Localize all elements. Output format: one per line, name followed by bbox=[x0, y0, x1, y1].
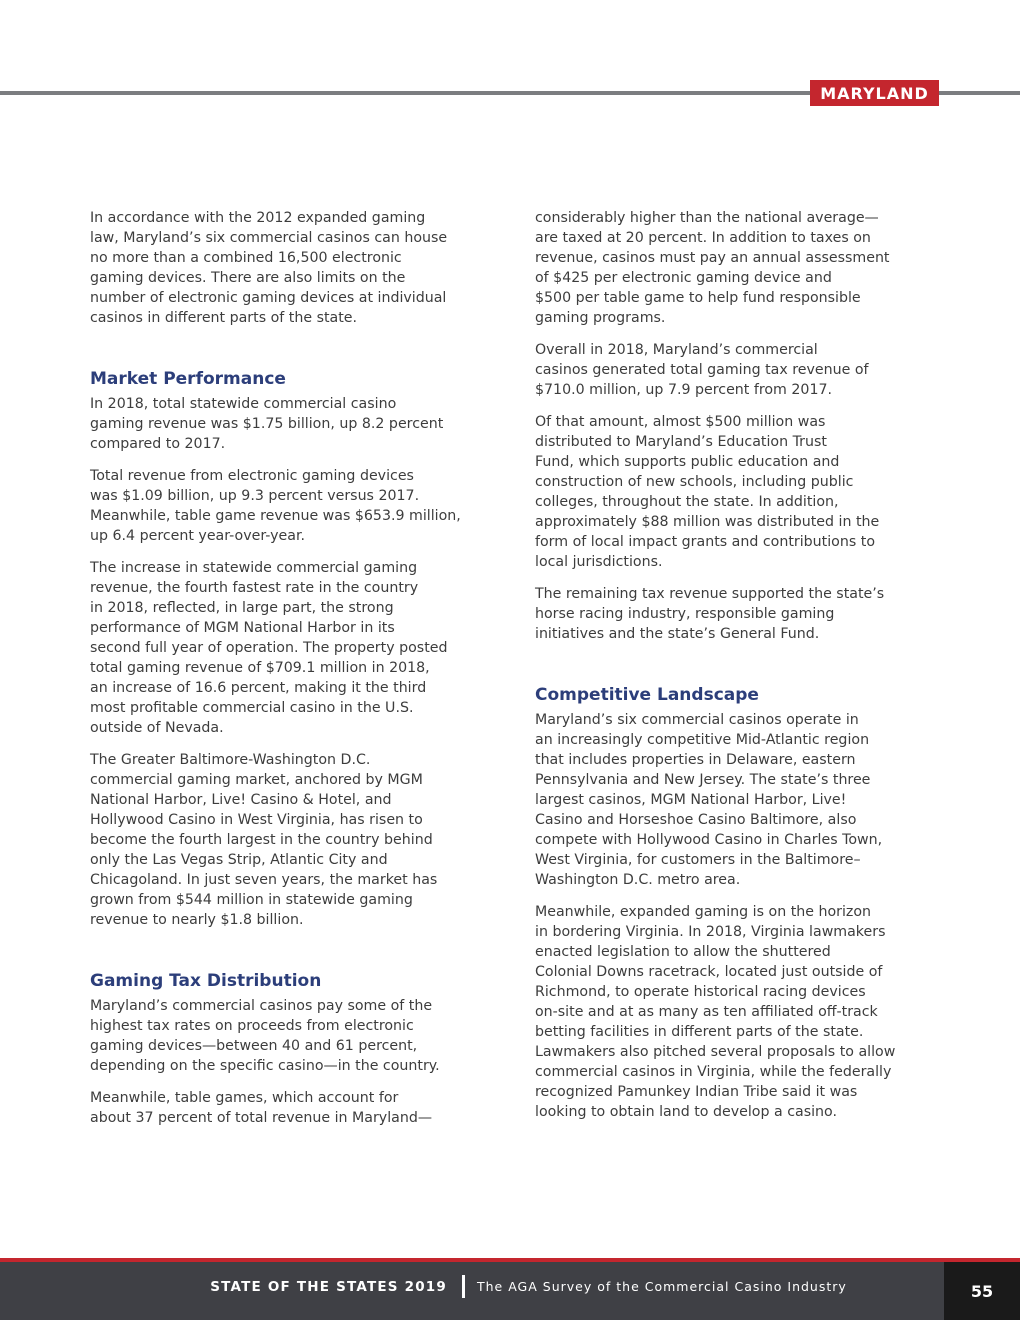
right-column bbox=[535, 208, 930, 1134]
market-performance-heading: Market Performance bbox=[90, 369, 286, 389]
market-paragraph-3: The increase in statewide commercial gaming revenue, the fourth fastest rate in the country in 2018, reflected, in large part, the strong performance of MGM National Harbor in its second full year of operation. The property posted total gaming revenue of $709.1 million in 2018, an increase of 16.6 percent, making it the third most profitable commercial casino in the U.S. outside of Nevada. bbox=[90, 560, 448, 736]
footer-title: STATE OF THE STATES 2019 bbox=[210, 1279, 447, 1295]
state-tag: MARYLAND bbox=[810, 80, 939, 106]
tax-paragraph-6: The remaining tax revenue supported the state’s horse racing industry, responsible gaming initiatives and the state’s General Fund. bbox=[535, 586, 885, 642]
tax-paragraph-4: Overall in 2018, Maryland’s commercial casinos generated total gaming tax revenue of $710.0 million, up 7.9 percent from 2017. bbox=[535, 342, 869, 398]
market-paragraph-4: The Greater Baltimore-Washington D.C. commercial gaming market, anchored by MGM National Harbor, Live! Casino & Hotel, and Hollywood Casino in West Virginia, has risen to become the fourth largest in the country behind only the Las Vegas Strip, Atlantic City and Chicagoland. In just seven years, the market has grown from $544 million in statewide gaming revenue to nearly $1.8 billion. bbox=[90, 752, 438, 928]
intro-paragraph: In accordance with the 2012 expanded gaming law, Maryland’s six commercial casinos can house no more than a combined 16,500 electronic gaming devices. There are also limits on the number of electronic gaming devices at individual casinos in different parts of the state. bbox=[90, 210, 448, 326]
tax-paragraph-3: considerably higher than the national average— are taxed at 20 percent. In addition to taxes on revenue, casinos must pay an annual assessment of $425 per electronic gaming device and $500 per table game to help fund responsible gaming programs. bbox=[535, 210, 890, 326]
page-number: 55 bbox=[944, 1262, 1020, 1320]
gaming-tax-heading: Gaming Tax Distribution bbox=[90, 971, 322, 991]
footer-divider bbox=[462, 1275, 465, 1298]
footer-subtitle: The AGA Survey of the Commercial Casino Industry bbox=[477, 1279, 847, 1294]
tax-paragraph-2: Meanwhile, table games, which account for about 37 percent of total revenue in Maryland— bbox=[90, 1090, 433, 1126]
competitive-paragraph-2: Meanwhile, expanded gaming is on the horizon in bordering Virginia. In 2018, Virginia lawmakers enacted legislation to allow the shuttered Colonial Downs racetrack, located just outside of Richmond, to operate historical racing devices on-site and at as many as ten affiliated off-track betting facilities in different parts of the state. Lawmakers also pitched several proposals to allow commercial casinos in Virginia, while the federally recognized Pamunkey Indian Tribe said it was looking to obtain land to develop a casino. bbox=[535, 904, 896, 1120]
tax-paragraph-5: Of that amount, almost $500 million was distributed to Maryland’s Education Trust Fund, which supports public education and construction of new schools, including public colleges, throughout the state. In addition, approximately $88 million was distributed in the form of local impact grants and contributions to local jurisdictions. bbox=[535, 414, 880, 570]
tax-paragraph-1: Maryland’s commercial casinos pay some of the highest tax rates on proceeds from electronic gaming devices—between 40 and 61 percent, depending on the specific casino—in the country. bbox=[90, 998, 440, 1074]
competitive-paragraph-1: Maryland’s six commercial casinos operate in an increasingly competitive Mid-Atlantic region that includes properties in Delaware, eastern Pennsylvania and New Jersey. The state’s three largest casinos, MGM National Harbor, Live! Casino and Horseshoe Casino Baltimore, also compete with Hollywood Casino in Charles Town, West Virginia, for customers in the Baltimore– Washington D.C. metro area. bbox=[535, 712, 883, 888]
market-paragraph-1: In 2018, total statewide commercial casino gaming revenue was $1.75 billion, up 8.2 percent compared to 2017. bbox=[90, 396, 444, 452]
competitive-landscape-heading: Competitive Landscape bbox=[535, 685, 759, 705]
left-column bbox=[90, 208, 488, 1140]
market-paragraph-2: Total revenue from electronic gaming devices was $1.09 billion, up 9.3 percent versus 2017. Meanwhile, table game revenue was $653.9 million, up 6.4 percent year-over-year. bbox=[90, 468, 461, 544]
